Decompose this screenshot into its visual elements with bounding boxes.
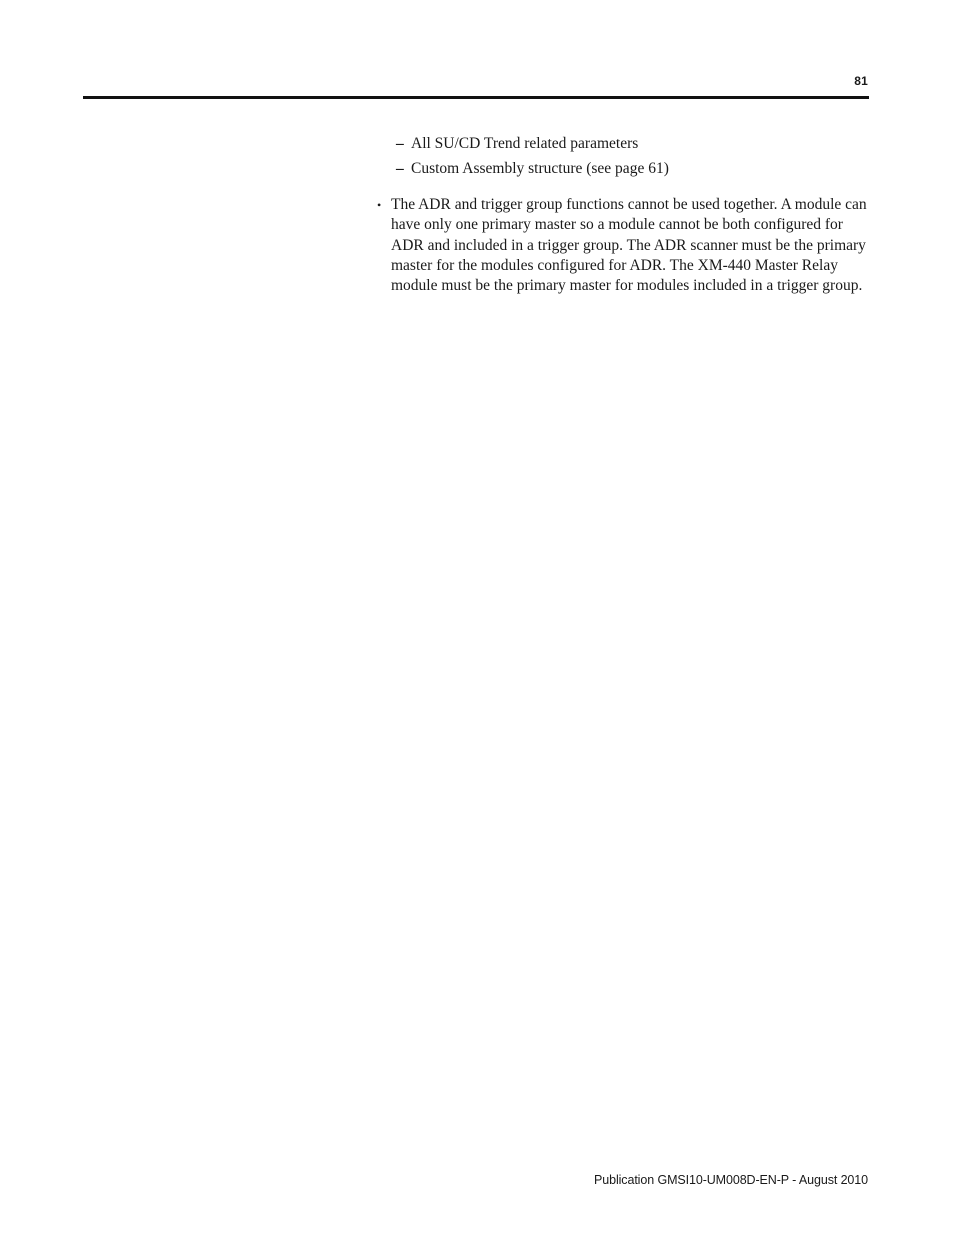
dash-marker: – (396, 135, 404, 152)
bullet-marker: • (377, 198, 382, 213)
list-item (377, 195, 869, 296)
list-item (377, 159, 869, 179)
page-number: 81 (854, 74, 868, 88)
bullet-list (377, 195, 869, 296)
publication-footer: Publication GMSI10-UM008D-EN-P - August 2010 (594, 1173, 868, 1187)
bullet-paragraph: The ADR and trigger group functions cannot be used together. A module can have only one primary master so a module cannot be both configured for ADR and included in a trigger group. The ADR scanner must be the primary master for the modules configured for ADR. The XM-440 Master Relay module must be the primary master for modules included in a trigger group. (391, 196, 867, 295)
list-item (377, 134, 869, 154)
dash-marker: – (396, 159, 404, 177)
sub-list (377, 134, 869, 179)
list-item-text: All SU/CD Trend related parameters (411, 135, 639, 152)
header-divider (83, 96, 869, 99)
page-content (377, 134, 869, 297)
list-item-text: Custom Assembly structure (see page 61) (411, 159, 669, 177)
